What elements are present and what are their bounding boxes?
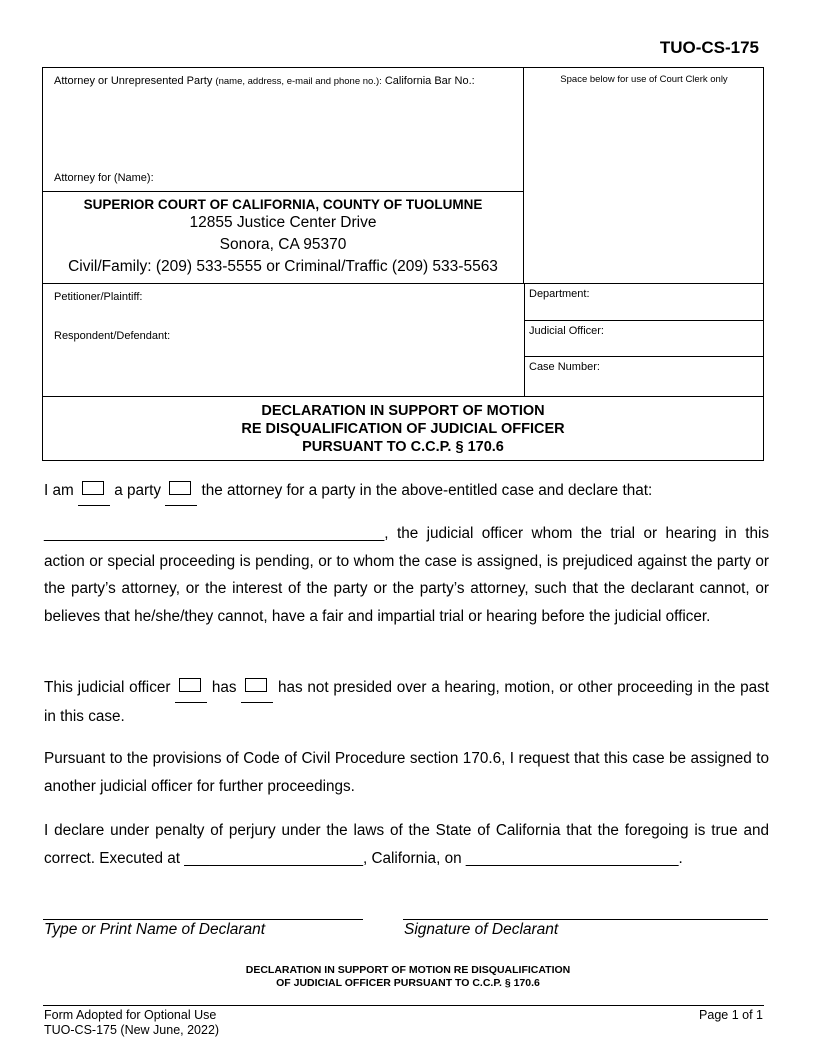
case-info-cells [524, 283, 764, 396]
attorney-label-detail: (name, address, e-mail and phone no.): [215, 76, 382, 87]
prejudice-text: , the judicial officer whom the trial or hearing in this action or special proceeding is pending, or to whom the case is assigned, is prejudiced against the party or the party’s attorney, or the interest of the party or the party’s attorney, such that the declarant cannot, or believes that he/she/they cannot, have a fair and impartial trial or hearing before the judicial officer. [44, 525, 769, 625]
a-party-text: a party [114, 482, 162, 499]
declarant-role-line [44, 477, 769, 506]
footer-adopted: Form Adopted for Optional Use [44, 1008, 217, 1022]
title-line-3: PURSUANT TO C.C.P. § 170.6 [302, 439, 504, 455]
bar-label: California Bar No.: [384, 75, 475, 87]
title-line-2: RE DISQUALIFICATION OF JUDICIAL OFFICER [241, 421, 565, 437]
form-title [43, 396, 763, 461]
attorney-text: the attorney for a party in the above-entitled case and declare that: [201, 482, 653, 499]
judicial-officer-field[interactable] [524, 320, 764, 356]
party-checkbox[interactable] [82, 481, 104, 495]
court-address-1: 12855 Justice Center Drive [189, 214, 377, 231]
court-address-2: Sonora, CA 95370 [219, 236, 347, 253]
signature-line[interactable] [403, 919, 768, 920]
department-label: Department: [529, 288, 590, 300]
officer-start-text: This judicial officer [44, 679, 171, 696]
attorney-checkbox-wrap [165, 477, 197, 506]
perjury-paragraph [44, 817, 769, 872]
case-number-field[interactable] [524, 356, 764, 396]
has-checkbox[interactable] [179, 678, 201, 692]
judicial-officer-name-blank[interactable]: ________________________________________ [44, 525, 385, 542]
period: . [678, 849, 683, 867]
execution-date-blank[interactable]: _________________________ [465, 849, 679, 867]
parties-box[interactable] [43, 283, 524, 396]
has-not-checkbox[interactable] [245, 678, 267, 692]
party-checkbox-wrap [78, 477, 110, 506]
judicial-officer-label: Judicial Officer: [529, 325, 604, 337]
attorney-checkbox[interactable] [169, 481, 191, 495]
court-name: SUPERIOR COURT OF CALIFORNIA, COUNTY OF TUOLUMNE [83, 197, 483, 212]
name-label: Type or Print Name of Declarant [44, 921, 266, 938]
has-not-checkbox-wrap [241, 674, 273, 703]
prejudice-paragraph [44, 520, 769, 630]
petitioner-label: Petitioner/Plaintiff: [54, 291, 143, 303]
form-number: TUO-CS-175 [659, 38, 759, 57]
page-number: Page 1 of 1 [699, 1008, 763, 1022]
presided-paragraph [44, 674, 769, 730]
caption-table [42, 67, 764, 461]
footer-form-ref: TUO-CS-175 (New June, 2022) [44, 1023, 220, 1037]
respondent-label: Respondent/Defendant: [54, 330, 171, 342]
court-info [43, 192, 524, 283]
footer-left [44, 1008, 219, 1038]
attorney-label: Attorney or Unrepresented Party [54, 75, 213, 87]
has-checkbox-wrap [175, 674, 207, 703]
attorney-box[interactable] [43, 68, 524, 192]
california-on-text: , California, on [362, 849, 462, 867]
footer-title [0, 964, 816, 990]
footer-title-line-2: OF JUDICIAL OFFICER PURSUANT TO C.C.P. § 170.6 [276, 977, 540, 989]
request-paragraph: Pursuant to the provisions of Code of Civil Procedure section 170.6, I request that this case be assigned to another judicial officer for further proceedings. [44, 750, 769, 795]
i-am-text: I am [44, 482, 74, 499]
has-text: has [211, 679, 237, 696]
footer-rule [43, 1005, 764, 1006]
perjury-text: I declare under penalty of perjury under the laws of the State of California that the foregoing is true and correct. Executed at [44, 822, 769, 867]
has-not-text: has not presided over a hearing, motion, or other proceeding in the past in this case. [44, 679, 770, 725]
clerk-label: Space below for use of Court Clerk only [560, 74, 728, 85]
attorney-for-label: Attorney for (Name): [54, 172, 154, 184]
title-line-1: DECLARATION IN SUPPORT OF MOTION [261, 403, 545, 419]
case-number-label: Case Number: [529, 361, 600, 373]
name-line[interactable] [43, 919, 363, 920]
signature-label: Signature of Declarant [404, 921, 559, 938]
department-field[interactable] [524, 283, 764, 320]
footer-title-line-1: DECLARATION IN SUPPORT OF MOTION RE DISQUALIFICATION [245, 964, 571, 976]
court-phones: Civil/Family: (209) 533-5555 or Criminal/Traffic (209) 533-5563 [68, 258, 498, 275]
attorney-label-line [54, 75, 475, 87]
execution-place-blank[interactable]: _____________________ [184, 849, 363, 867]
court-clerk-box [524, 68, 763, 283]
